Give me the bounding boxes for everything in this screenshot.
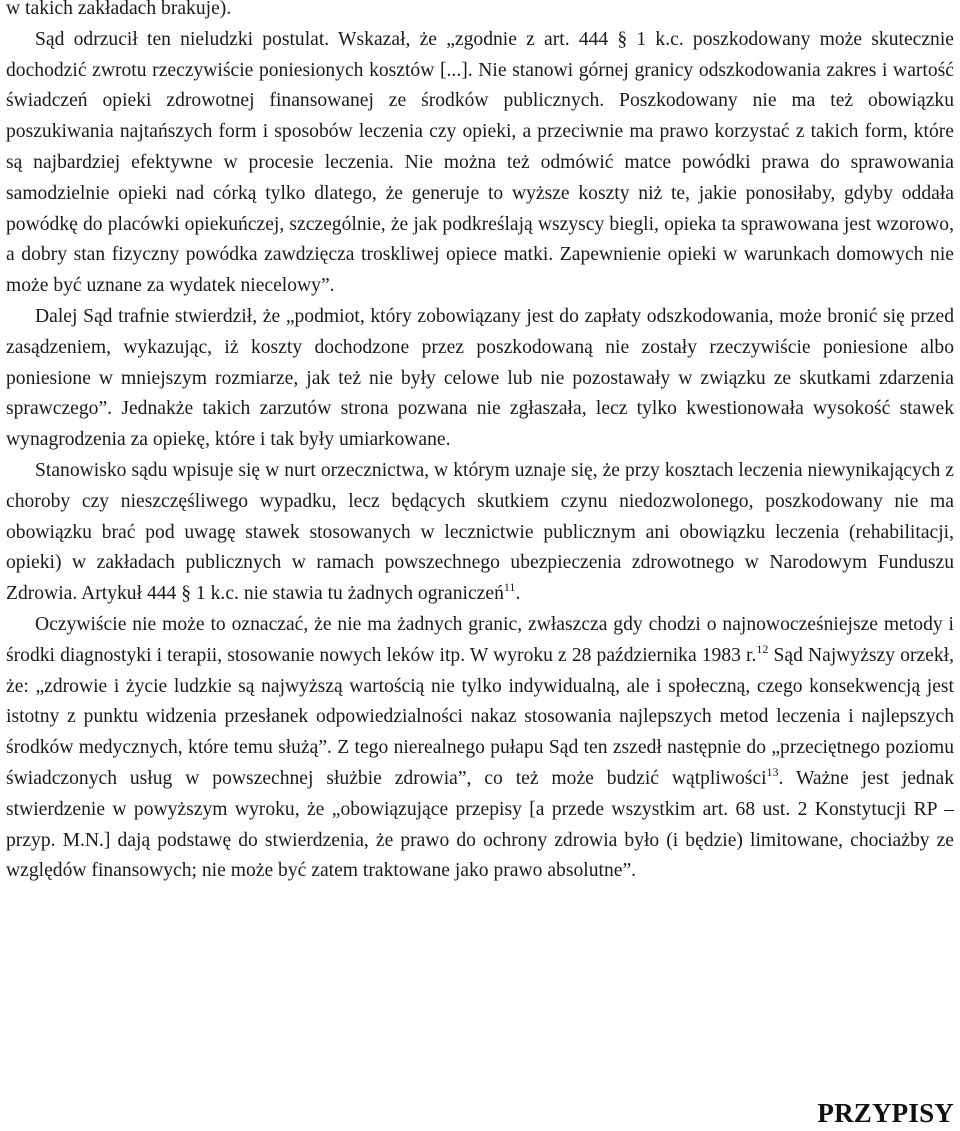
paragraph [6,302,954,456]
footnotes-heading: PRZYPISY [817,1098,954,1128]
paragraph-text: Sąd Najwyższy orzekł, że: „zdrowie i życie ludzkie są najwyższą wartością nie tylko indywidualną, ale i społeczną, czego konsekwencją jest istotny z punktu widzenia przesłanek odpowiedzialności nakaz stosowania najlepszych metod leczenia i najlepszych środków medycznych, które temu służą”. Z tego nierealnego pułapu Sąd ten zszedł następnie do „przeciętnego poziomu świadczonych usług w powszechnej służbie zdrowia”, co też może budzić wątpliwości [6,644,954,789]
document-page [6,0,954,1131]
paragraph-text: Stanowisko sądu wpisuje się w nurt orzecznictwa, w którym uznaje się, że przy kosztach leczenia niewynikających z choroby czy nieszczęśliwego wypadku, lecz będących skutkiem czynu niedozwolonego, poszkodowany nie ma obowiązku brać pod uwagę stawek stosowanych w lecznictwie publicznym ani obowiązku leczenia (rehabilitacji, opieki) w zakładach publicznych w ramach powszechnego ubezpieczenia zdrowotnego w Narodowym Funduszu Zdrowia. Artykuł 444 § 1 k.c. nie stawia tu żadnych ograniczeń [6,459,954,605]
paragraph [6,25,954,302]
paragraph-text: Oczywiście nie może to oznaczać, że nie ma żadnych granic, zwłaszcza gdy chodzi o najnowocześniejsze metody i środki diagnostyki i terapii, stosowanie nowych leków itp. W wyroku z 28 października 1983 r. [6,613,954,666]
paragraph [6,610,954,887]
footnote-ref: 11 [503,580,516,595]
paragraph-text: Sąd odrzucił ten nieludzki postulat. Wskazał, że „zgodnie z art. 444 § 1 k.c. poszkodowany może skutecznie dochodzić zwrotu rzeczywiście poniesionych kosztów [...]. Nie stanowi górnej granicy odszkodowania zakres i wartość świadczeń opieki zdrowotnej finansowanej ze środków publicznych. Poszkodowany nie ma też obowiązku poszukiwania najtańszych form i sposobów leczenia czy opieki, a przeciwnie ma prawo korzystać z takich form, które są najbardziej efektywne w procesie leczenia. Nie można też odmówić matce powódki prawa do sprawowania samodzielnie opieki nad córką tylko dlatego, że generuje to wyższe koszty niż te, jakie ponosiłaby, gdyby oddała powódkę do placówki opiekuńczej, szczególnie, że jak podkreślają wszyscy biegli, opieka ta sprawowana jest wzorowo, a dobry stan fizyczny powódka zawdzięcza troskliwej opiece matki. Zapewnienie opieki w warunkach domowych nie może być uznane za wydatek niecelowy”. [6,28,954,297]
paragraph-text: . [515,583,521,605]
paragraph-text: Dalej Sąd trafnie stwierdził, że „podmiot, który zobowiązany jest do zapłaty odszkodowania, może bronić się przed zasądzeniem, wykazując, iż koszty dochodzone przez poszkodowaną nie zostały rzeczywiście poniesione albo poniesione w mniejszym rozmiarze, jak też nie były celowe lub nie pozostawały w związku ze skutkami zdarzenia sprawczego”. Jednakże takich zarzutów strona pozwana nie zgłaszała, lecz tylko kwestionowała wysokość stawek wynagrodzenia za opiekę, które i tak były umiarkowane. [6,305,954,451]
paragraph [6,0,954,25]
paragraph [6,456,954,610]
paragraph-text: . Ważne jest jednak stwierdzenie w powyższym wyroku, że „obowiązujące przepisy [a przede wszystkim art. 68 ust. 2 Konstytucji RP – przyp. M.N.] dają podstawę do stwierdzenia, że prawo do ochrony zdrowia było (i będzie) limitowane, chociażby ze względów finansowych; nie może być zatem traktowane jako prawo absolutne”. [6,767,954,882]
footnote-ref: 13 [766,764,779,779]
paragraph-text: w takich zakładach brakuje). [6,0,232,19]
footnote-ref: 12 [756,641,769,656]
document-body [6,0,954,887]
